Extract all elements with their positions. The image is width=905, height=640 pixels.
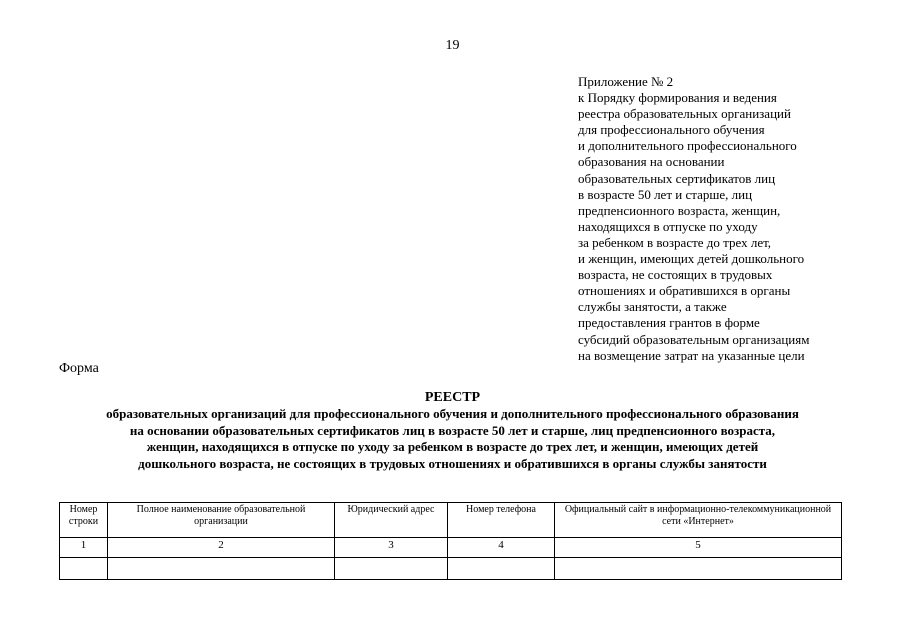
table-header-row	[60, 503, 842, 538]
appendix-line: Приложение № 2	[578, 74, 674, 89]
empty-cell	[108, 558, 335, 580]
page-number: 19	[445, 38, 460, 53]
registry-subtitle	[40, 406, 865, 472]
column-number-cell: 2	[108, 538, 335, 558]
empty-cell	[448, 558, 555, 580]
appendix-line: отношениях и обратившихся в органы	[578, 283, 791, 299]
empty-cell	[335, 558, 448, 580]
appendix-line: для профессионального обучения	[578, 122, 765, 138]
registry-table	[59, 502, 842, 580]
appendix-note	[578, 74, 878, 364]
appendix-line: и женщин, имеющих детей дошкольного	[578, 251, 805, 267]
header-cell-legal-address: Юридический адрес	[335, 503, 448, 538]
appendix-line: образования на основании	[578, 154, 725, 170]
appendix-line: субсидий образовательным организациям	[578, 331, 810, 347]
empty-cell	[60, 558, 108, 580]
appendix-line: к Порядку формирования и ведения	[578, 90, 777, 106]
header-cell-phone: Номер телефона	[448, 503, 555, 538]
appendix-line: образовательных сертификатов лиц	[578, 170, 776, 186]
header-cell-row-number: Номер строки	[60, 503, 108, 538]
appendix-line: находящихся в отпуске по уходу	[578, 218, 758, 234]
appendix-line: за ребенком в возрасте до трех лет,	[578, 234, 772, 250]
form-label: Форма	[59, 361, 99, 376]
appendix-line: реестра образовательных организаций	[578, 106, 791, 122]
empty-table-row	[60, 558, 842, 580]
registry-subtitle-line: образовательных организаций для профессионального обучения и дополнительного профессионального образования	[106, 406, 799, 421]
column-number-row	[60, 538, 842, 558]
appendix-line: на возмещение затрат на указанные цели	[578, 347, 805, 363]
registry-subtitle-line: дошкольного возраста, не состоящих в трудовых отношениях и обратившихся в органы службы занятости	[138, 455, 767, 471]
header-cell-website: Официальный сайт в информационно-телекоммуникационной сети «Интернет»	[555, 503, 842, 538]
header-cell-full-name: Полное наименование образовательной организации	[108, 503, 335, 538]
appendix-line: предпенсионного возраста, женщин,	[578, 202, 781, 218]
registry-title: РЕЕСТР	[424, 390, 481, 405]
appendix-line: и дополнительного профессионального	[578, 138, 797, 154]
column-number-cell: 1	[60, 538, 108, 558]
empty-cell	[555, 558, 842, 580]
column-number-cell: 4	[448, 538, 555, 558]
registry-subtitle-line: женщин, находящихся в отпуске по уходу за ребенком в возрасте до трех лет, и женщин, имеющих детей	[146, 439, 759, 454]
column-number-cell: 5	[555, 538, 842, 558]
appendix-line: в возрасте 50 лет и старше, лиц	[578, 186, 753, 202]
column-number-cell: 3	[335, 538, 448, 558]
registry-subtitle-line: на основании образовательных сертификатов лиц в возрасте 50 лет и старше, лиц предпенсионного возраста,	[129, 422, 776, 438]
appendix-line: службы занятости, а также	[578, 299, 727, 315]
appendix-line: предоставления грантов в форме	[578, 315, 760, 331]
appendix-line: возраста, не состоящих в трудовых	[578, 267, 773, 283]
